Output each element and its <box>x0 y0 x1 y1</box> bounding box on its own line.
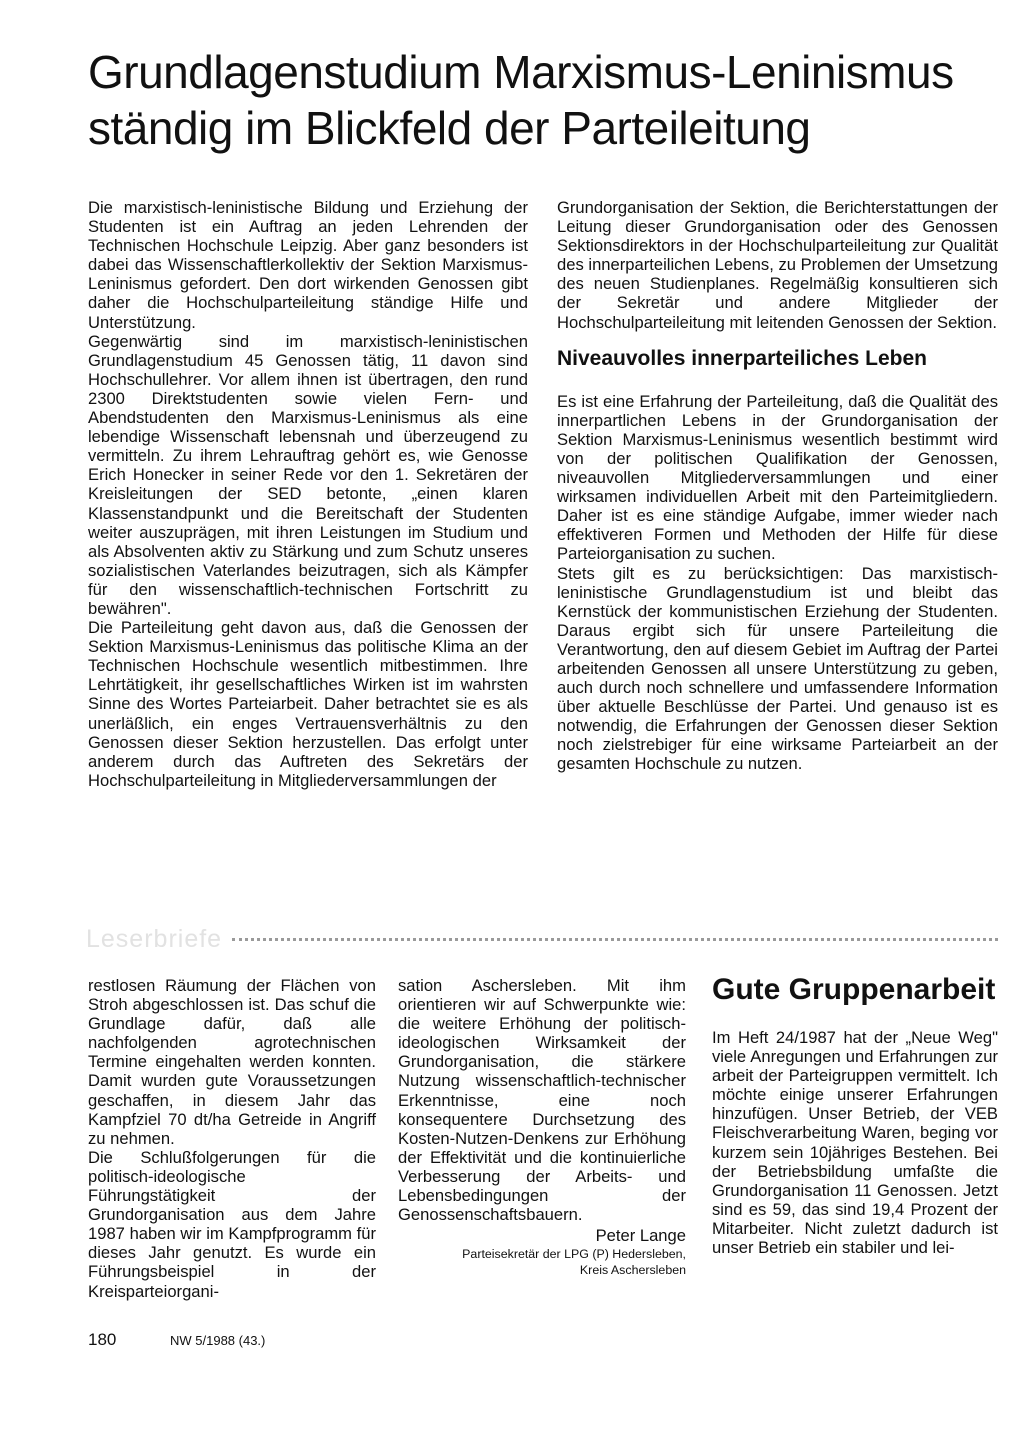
article-paragraph: Stets gilt es zu berücksichtigen: Das marxistisch-leninistische Grundlagenstudium ist und bleibt das Kernstück der kommunistischen Erziehung der Studenten. Daraus ergibt sich für unsere Parteileitung die Verantwortung, den auf diesem Gebiet im Auftrag der Partei arbeitenden Genossen all unsere Unterstützung zu geben, auch durch noch schnellere und umfassendere Information über aktuelle Beschlüsse der Partei. Und genauso ist es notwendig, die Erfahrungen der Genossen dieser Sektion noch zielstrebiger für eine wirksame Parteiarbeit an der gesamten Hochschule zu nutzen. <box>557 563 998 774</box>
article-paragraph: Die marxistisch-leninistische Bildung und Erziehung der Studenten ist ein Auftrag an jeden Lehrenden der Technischen Hochschule Leipzig. Aber ganz besonders ist dabei das Wissenschaftlerkollektiv der Sektion Marxismus-Leninismus gefordert. Den dort wirkenden Genossen gibt daher die Hochschulparteileitung ständige Hilfe und Unterstützung. <box>88 198 528 332</box>
issue-reference: NW 5/1988 (43.) <box>170 1333 266 1348</box>
letter-column-1 <box>88 976 376 1316</box>
article-column-2 <box>557 198 998 910</box>
signature-role: Parteisekretär der LPG (P) Hedersleben, <box>462 1247 686 1262</box>
title-line-2: ständig im Blickfeld der Parteileitung <box>88 102 811 154</box>
letter-column-2 <box>398 976 686 1316</box>
article-paragraph: Die Parteileitung geht davon aus, daß die Genossen der Sektion Marxismus-Leninismus das politische Klima an der Technischen Hochschule wesentlich mitbestimmen. Ihre Lehrtätigkeit, ihr gesellschaftliches Wirken ist im wahrsten Sinne des Wortes Parteiarbeit. Daher betrachtet sie es als unerläßlich, ein enges Vertrauensverhältnis zu den Genossen dieser Sektion herzustellen. Das erfolgt unter anderem durch das Auftreten des Sekretärs der Hochschulparteileitung in Mitgliederversammlungen der <box>88 618 528 790</box>
article-subheading: Niveauvolles innerparteiliches Leben <box>557 346 927 370</box>
page-number: 180 <box>88 1330 117 1349</box>
title-line-1: Grundlagenstudium Marxismus-Leninismus <box>88 46 954 98</box>
letter-paragraph: Die Schlußfolgerungen für die politisch-ideologische Führungstätigkeit der Grundorganisation aus dem Jahre 1987 haben wir im Kampfprogramm für dieses Jahr genutzt. Es wurde ein Führungsbeispiel in der Kreisparteiorgani- <box>88 1147 376 1301</box>
section-divider <box>232 938 998 941</box>
letter-paragraph: restlosen Räumung der Flächen von Stroh abgeschlossen ist. Das schuf die Grundlage dafür, daß alle nachfolgenden agrotechnischen Termine eingehalten werden konnten. Damit wurden gute Voraussetzungen geschaffen, in diesem Jahr das Kampfziel 70 dt/ha Getreide in Angriff zu nehmen. <box>88 976 376 1148</box>
letter-paragraph: Im Heft 24/1987 hat der „Neue Weg" viele Anregungen und Erfahrungen zur arbeit der Parteigruppen vermittelt. Ich möchte einige unserer Erfahrungen hinzufügen. Unser Betrieb, der VEB Fleischverarbeitung Waren, beging vor kurzem sein 10jähriges Bestehen. Bei der Betriebsbildung umfaßte die Grundorganisation 11 Genossen. Jetzt sind es 59, das sind 19,4 Prozent der Mitarbeiter. Nicht zuletzt dadurch ist unser Betrieb ein stabiler und lei- <box>712 1028 998 1258</box>
article-paragraph: Es ist eine Erfahrung der Parteileitung, daß die Qualität des innerpartlichen Lebens in der Grundorganisation der Sektion Marxismus-Leninismus wesentlich bestimmt wird von der politischen Qualifikation der Genossen, niveauvollen Mitgliederversammlungen und einer wirksamen individuellen Arbeit mit den Parteimitgliedern. Daher ist es eine ständige Aufgabe, immer wieder nach effektiveren Formen und Methoden der Hilfe für diese Parteiorganisation zu suchen. <box>557 391 998 564</box>
article-column-1 <box>88 198 528 910</box>
signature-location: Kreis Aschersleben <box>579 1263 686 1278</box>
article-paragraph: Gegenwärtig sind im marxistisch-leninistischen Grundlagenstudium 45 Genossen tätig, 11 davon sind Hochschullehrer. Vor allem ihnen ist übertragen, den rund 2300 Direktstudenten sowie vielen Fern- und Abendstudenten den Marxismus-Leninismus als eine lebendige Wissenschaft lebensnah und überzeugend zu vermitteln. Zu ihrem Lehrauftrag gehört es, wie Genosse Erich Honecker in seiner Rede vor den 1. Sekretären der Kreisleitungen der SED betonte, „einen klaren Klassenstandpunkt und die Bereitschaft der Studenten weiter auszuprägen, mit ihren Leistungen im Studium und als Absolventen aktiv zu Stärkung und zum Schutz unseres sozialistischen Vaterlandes beizutragen, sich als Kämpfer für den wissenschaftlich-technischen Fortschritt zu bewähren". <box>88 331 528 618</box>
letter-paragraph: sation Aschersleben. Mit ihm orientieren wir auf Schwerpunkte wie: die weitere Erhöhung der politisch-ideologischen Wirksamkeit der Grundorganisation, die stärkere Nutzung wissenschaftlich-technischer Erkenntnisse, eine noch konsequentere Durchsetzung des Kosten-Nutzen-Denkens zur Erhöhung der Effektivität und die kontinuierliche Verbesserung der Arbeits- und Lebensbedingungen der Genossenschaftsbauern. <box>398 976 686 1225</box>
section-band <box>86 926 998 952</box>
page-title <box>88 44 988 156</box>
letter-column-3 <box>712 972 998 1316</box>
signature-name: Peter Lange <box>595 1226 686 1246</box>
letter-heading: Gute Gruppenarbeit <box>712 973 996 1006</box>
section-label: Leserbriefe <box>86 924 223 953</box>
article-paragraph: Grundorganisation der Sektion, die Berichterstattungen der Leitung dieser Grundorganisation oder des Genossen Sektionsdirektors in der Hochschulparteileitung zur Qualität des innerparteilichen Lebens, zu Problemen der Umsetzung des neuen Studienplanes. Regelmäßig konsultieren sich der Sekretär und andere Mitglieder der Hochschulparteileitung mit leitenden Genossen der Sektion. <box>557 198 998 332</box>
